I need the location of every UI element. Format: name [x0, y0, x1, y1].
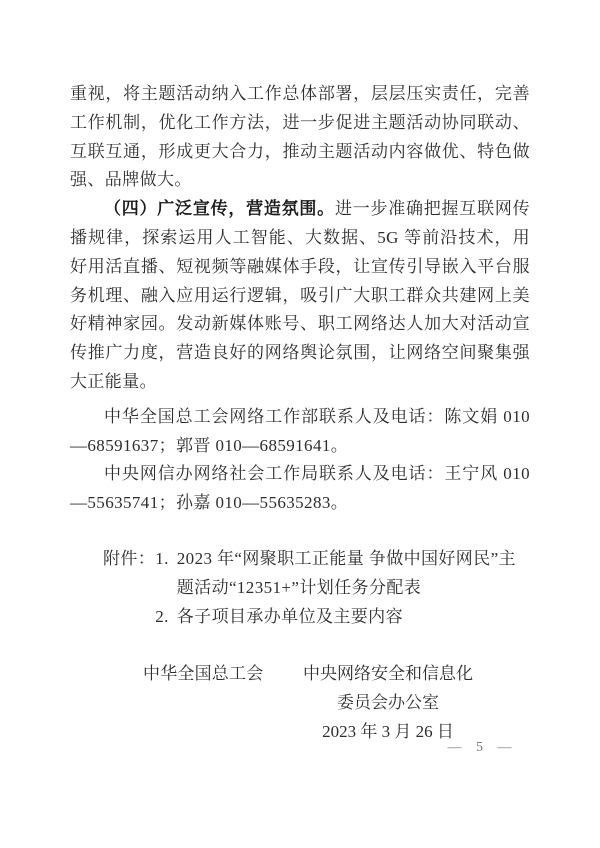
- attachment-item-2: [155, 603, 530, 632]
- document-content: [70, 80, 530, 752]
- section4-heading: （四）广泛宣传，营造氛围。: [104, 199, 335, 219]
- section4-body-text: 进一步准确把握互联网传播规律，探索运用人工智能、大数据、5G 等前沿技术，用好用活直播、短视频等融媒体手段，让宣传引导嵌入平台服务机理、融入应用运行逻辑，吸引广大职工群众共建网上美好精神家园。发动新媒体账号、职工网络达人加大对活动宣传推广力度，营造良好的网络舆论氛围，让网络空间聚集强大正能量。: [70, 199, 531, 391]
- paragraph-contact-acftu: 中华全国总工会网络工作部联系人及电话：陈文娟 010—68591637；郭晋 010—68591641。: [70, 406, 530, 455]
- attachment-items: [155, 545, 530, 631]
- attachment-block: [70, 545, 530, 631]
- signature-org-right-line1: 中央网络安全和信息化: [303, 664, 473, 684]
- attachment-item-1-line1: 2023 年“网聚职工正能量 争做中国好网民”主: [176, 548, 516, 568]
- page-number: — 5 —: [447, 740, 513, 755]
- signature-org-right-line2: 委员会办公室: [337, 693, 439, 713]
- attachment-item-2-text: [177, 603, 530, 632]
- attachment-item-1: [155, 545, 530, 603]
- attachment-item-1-number: 1.: [155, 548, 169, 568]
- attachment-item-2-number: 2.: [155, 606, 169, 626]
- attachment-item-1-line2: 题活动“12351+”计划任务分配表: [176, 577, 422, 597]
- signature-org-right: [298, 660, 478, 746]
- paragraph-continuation: 重视，将主题活动纳入工作总体部署，层层压实责任，完善工作机制，优化工作方法，进一步促进主题活动协同联动、互联互通，形成更大合力，推动主题活动内容做优、特色做强、品牌做大。: [70, 84, 530, 190]
- attachment-item-2-line: 各子项目承办单位及主要内容: [176, 606, 403, 626]
- signature-org-left: 中华全国总工会: [143, 664, 264, 684]
- attachment-item-1-text: [177, 545, 530, 603]
- attachment-label: 附件：: [103, 548, 156, 568]
- paragraph-section4: [70, 195, 530, 397]
- signature-block: [70, 660, 530, 752]
- paragraph-contact-cac: 中央网信办网络社会工作局联系人及电话：王宁风 010—55635741；孙嘉 010—55635283。: [70, 464, 530, 513]
- signature-date: 2023 年 3 月 26 日: [322, 721, 454, 741]
